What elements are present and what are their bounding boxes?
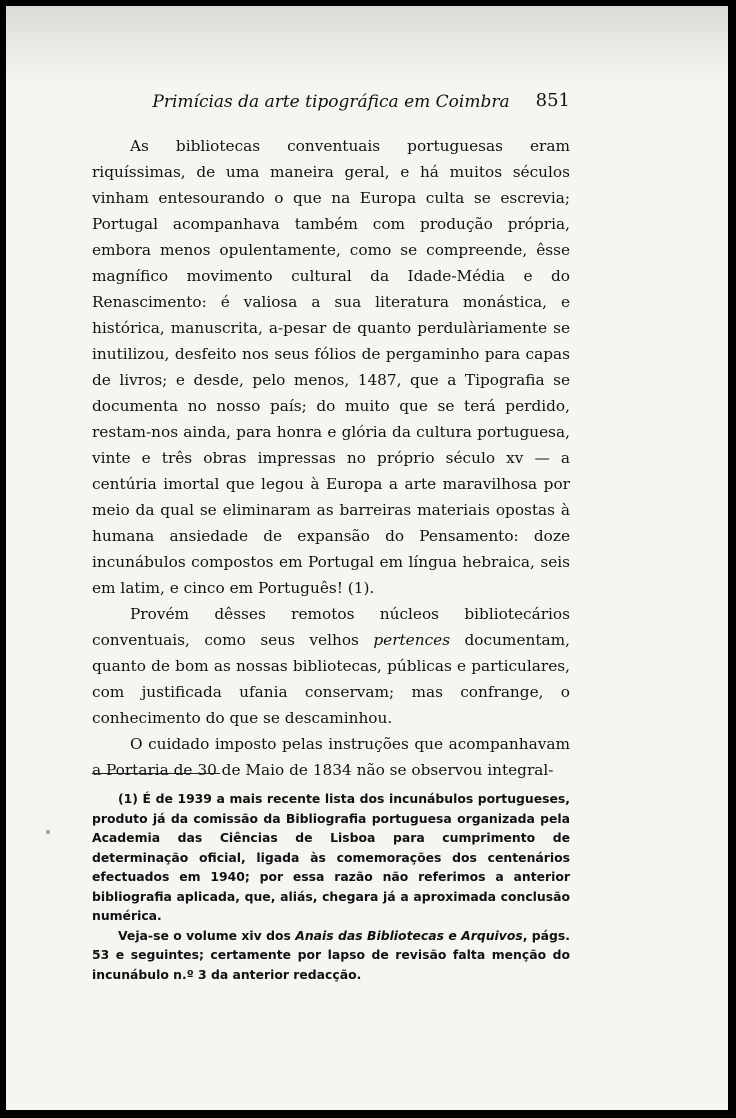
- paragraph-1: [92, 133, 570, 601]
- running-head-title: Primícias da arte tipográfica em Coimbra: [152, 92, 510, 112]
- footnote-1-text: É de 1939 a mais recente lista dos incunábulos portugueses, produto já da comissão da Bibliografia portuguesa organizada pela Academia das Ciências de Lisboa para cumprimento de determinação oficial, ligada às comemorações dos centenários efectuados em 1940; por essa razão não referimos a anterior bibliografia aplicada, que, aliás, chegara já a aproximada conclusão numérica.: [92, 791, 570, 923]
- main-text: [92, 133, 570, 783]
- footnote-separator: [92, 773, 220, 774]
- paragraph-3: [92, 731, 570, 783]
- paper-speck: [46, 830, 50, 834]
- paragraph-3-text: O cuidado imposto pelas instruções que acompanhavam a Portaria de 30 de Maio de 1834 não se observou integral-: [92, 735, 570, 779]
- running-head: [92, 90, 570, 116]
- footnote-reference: (1).: [347, 579, 375, 597]
- paragraph-2-italic: pertences: [373, 631, 451, 649]
- footnote-2-text-b: , págs. 53 e seguintes; certamente por lapso de revisão falta menção do incunábulo n.º 3 da anterior redacção.: [92, 927, 570, 982]
- footnote-2-text-a: Veja-se o volume xiv dos: [118, 927, 291, 943]
- paragraph-2-text-a: Provém dêsses remotos núcleos bibliotecários conventuais, como seus velhos: [92, 605, 570, 649]
- footnote-2: [92, 926, 570, 985]
- paragraph-2-text-b: documentam, quanto de bom as nossas bibliotecas, públicas e particulares, com justificada ufania conservam; mas confrange, o conhecimento do que se descaminhou.: [92, 631, 570, 727]
- scan-shadow: [6, 6, 728, 86]
- footnote-1: [92, 789, 570, 926]
- footnote-2-italic: Anais das Bibliotecas e Arquivos: [295, 927, 523, 943]
- paragraph-2: [92, 601, 570, 731]
- paragraph-1-text: As bibliotecas conventuais portuguesas eram riquíssimas, de uma maneira geral, e há muitos séculos vinham entesourando o que na Europa culta se escrevia; Portugal acompanhava também com produção própria, embora menos opulentamente, como se compreende, êsse magnífico movimento cultural da Idade-Média e do Renascimento: é valiosa a sua literatura monástica, e histórica, manuscrita, a-pesar de quanto perdulàriamente se inutilizou, desfeito nos seus fólios de pergaminho para capas de livros; e desde, pelo menos, 1487, que a Tipografia se documenta no nosso país; do muito que se terá perdido, restam-nos ainda, para honra e glória da cultura portuguesa, vinte e três obras impressas no próprio século xv — a centúria imortal que legou à Europa a arte maravilhosa por meio da qual se eliminaram as barreiras materiais opostas à humana ansiedade de expansão do Pensamento: doze incunábulos compostos em Portugal em língua hebraica, seis em latim, e cinco em Português!: [92, 137, 570, 597]
- footnote-1-marker: (1): [118, 791, 138, 806]
- document-page: [6, 6, 728, 1110]
- footnotes: [92, 789, 570, 984]
- page-number: 851: [535, 90, 570, 111]
